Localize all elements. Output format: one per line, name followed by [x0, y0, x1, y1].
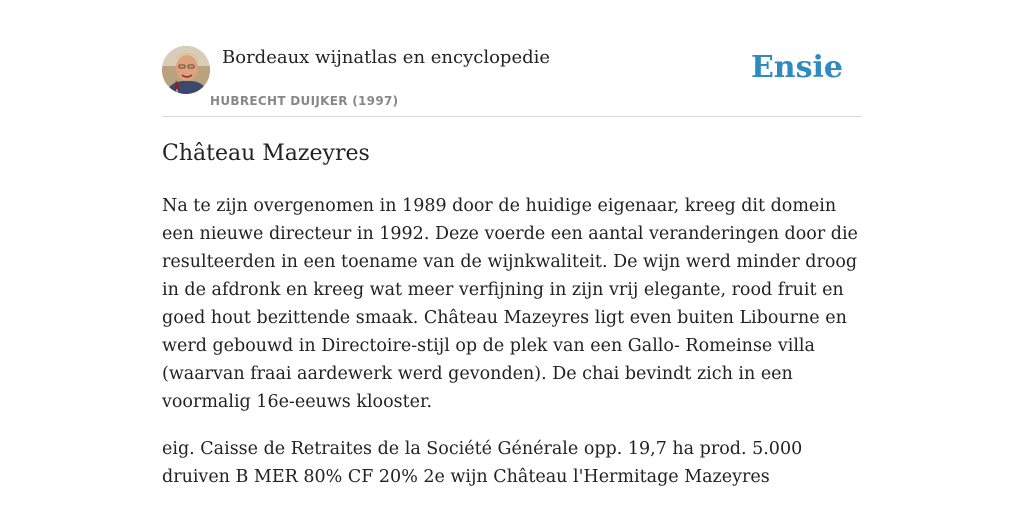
book-title-link[interactable]: Bordeaux wijnatlas en encyclopedie — [222, 47, 551, 68]
article — [162, 138, 862, 510]
article-paragraph-details: eig. Caisse de Retraites de la Société Générale opp. 19,7 ha prod. 5.000 druiven B MER 80% CF 20% 2e wijn Château l'Hermitage Mazeyres — [162, 439, 803, 487]
author-name[interactable]: HUBRECHT DUIJKER (1997) — [210, 94, 399, 108]
article-title: Château Mazeyres — [162, 141, 370, 166]
author-avatar[interactable] — [162, 46, 210, 94]
article-paragraph-description: Na te zijn overgenomen in 1989 door de huidige eigenaar, kreeg dit domein een nieuwe directeur in 1992. Deze voerde een aantal veranderingen door die resulteerden in een toename van de wijnkwaliteit. De wijn werd minder droog in de afdronk en kreeg wat meer verfijning in zijn vrij elegante, rood fruit en goed hout bezittende smaak. Château Mazeyres ligt even buiten Libourne en werd gebouwd in Directoire-stijl op de plek van een Gallo- Romeinse villa (waarvan fraai aardewerk werd gevonden). De chai bevindt zich in een voormalig 16e-eeuws klooster. — [162, 196, 858, 412]
author-portrait-image — [162, 46, 210, 94]
ensie-logo[interactable]: Ensie — [750, 50, 843, 85]
page-header — [162, 46, 862, 117]
